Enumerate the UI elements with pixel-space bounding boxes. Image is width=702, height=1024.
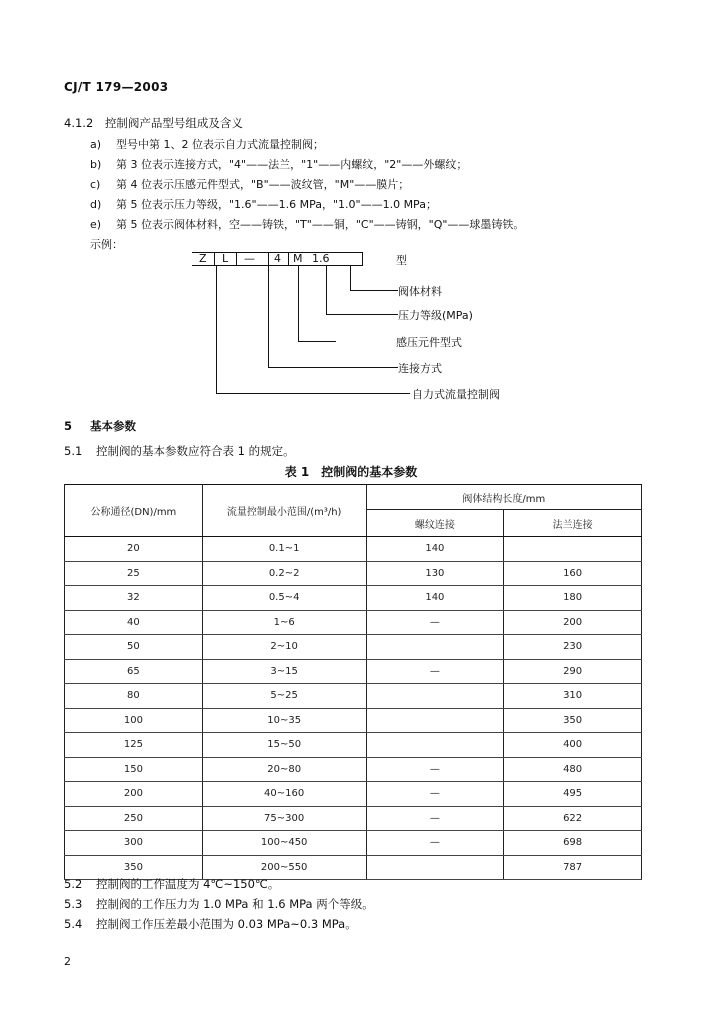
table-row: [65, 708, 642, 733]
cell-flow: 2~10: [202, 635, 366, 660]
cell-dn: 100: [65, 708, 203, 733]
cell-flange: 400: [504, 733, 642, 758]
standard-code: CJ/T 179—2003: [64, 80, 169, 94]
cell-dn: 200: [65, 782, 203, 807]
cell-thread: [366, 855, 504, 880]
cell-flange: [504, 537, 642, 562]
section-text: 控制阀的工作压力为 1.0 MPa 和 1.6 MPa 两个等级。: [95, 897, 374, 911]
cell-dn: 350: [65, 855, 203, 880]
table-row: [65, 635, 642, 660]
section-51-paragraph: [64, 443, 295, 459]
list-item-label: e): [90, 218, 102, 231]
list-item: [90, 156, 467, 172]
cell-thread: [366, 708, 504, 733]
cell-dn: 40: [65, 610, 203, 635]
cell-flange: 350: [504, 708, 642, 733]
table-row: [65, 757, 642, 782]
cell-dn: 25: [65, 561, 203, 586]
section-number: 5.2: [64, 877, 83, 891]
cell-flow: 0.1~1: [202, 537, 366, 562]
list-item-text: 第 5 位表示压力等级，"1.6"——1.6 MPa，"1.0"——1.0 MPa；: [116, 198, 437, 211]
section-51-text: 控制阀的基本参数应符合表 1 的规定。: [95, 444, 295, 458]
table-row: [65, 831, 642, 856]
model-label: 压力等级(MPa): [398, 309, 473, 322]
cell-thread: 140: [366, 537, 504, 562]
table-row: [65, 782, 642, 807]
section-5-heading: [64, 418, 136, 434]
section-text: 控制阀工作压差最小范围为 0.03 MPa~0.3 MPa。: [95, 917, 357, 931]
cell-flow: 75~300: [202, 806, 366, 831]
list-item-label: a): [90, 138, 102, 151]
table-row: [65, 610, 642, 635]
cell-flange: 698: [504, 831, 642, 856]
section-412-number: 4.1.2: [64, 116, 94, 130]
list-item-label: c): [90, 178, 101, 191]
cell-dn: 150: [65, 757, 203, 782]
section-52-paragraph: [64, 876, 279, 892]
cell-thread: 140: [366, 586, 504, 611]
cell-flange: 495: [504, 782, 642, 807]
section-54-paragraph: [64, 916, 357, 932]
cell-flange: 230: [504, 635, 642, 660]
section-text: 控制阀的工作温度为 4℃~150℃。: [95, 877, 280, 891]
list-item-text: 第 4 位表示压感元件型式，"B"——波纹管，"M"——膜片；: [116, 178, 410, 191]
model-cell: Z: [199, 252, 207, 265]
section-53-paragraph: [64, 896, 374, 912]
list-item: [90, 136, 324, 152]
list-item-text: 型号中第 1、2 位表示自力式流量控制阀；: [116, 138, 324, 151]
cell-dn: 20: [65, 537, 203, 562]
list-item-label: d): [90, 198, 102, 211]
cell-flow: 20~80: [202, 757, 366, 782]
table-row: [65, 659, 642, 684]
table-row: [65, 561, 642, 586]
list-item-label: b): [90, 158, 102, 171]
cell-thread: [366, 684, 504, 709]
cell-dn: 65: [65, 659, 203, 684]
section-5-title: 基本参数: [90, 419, 137, 433]
list-item: [90, 216, 524, 232]
cell-dn: 300: [65, 831, 203, 856]
cell-dn: 32: [65, 586, 203, 611]
cell-dn: 80: [65, 684, 203, 709]
table-title: 表 1 控制阀的基本参数: [284, 465, 418, 479]
cell-flow: 200~550: [202, 855, 366, 880]
table-row: [65, 806, 642, 831]
cell-flow: 15~50: [202, 733, 366, 758]
model-label: 连接方式: [398, 362, 442, 375]
model-label: 阀体材料: [398, 285, 442, 298]
cell-dn: 50: [65, 635, 203, 660]
cell-flow: 100~450: [202, 831, 366, 856]
model-suffix: 型: [396, 254, 407, 267]
cell-flange: 480: [504, 757, 642, 782]
model-cell: L: [222, 252, 229, 265]
list-item-text: 第 5 位表示阀体材料，空——铸铁，"T"——铜，"C"——铸钢，"Q"——球墨铸铁。: [116, 218, 525, 231]
header-thread: 螺纹连接: [366, 510, 504, 537]
header-dn: 公称通径(DN)/mm: [65, 485, 203, 537]
section-number: 5.3: [64, 897, 83, 911]
header-flow: 流量控制最小范围/(m³/h): [202, 485, 366, 537]
cell-flow: 5~25: [202, 684, 366, 709]
model-label: 自力式流量控制阀: [412, 388, 500, 401]
cell-flange: 622: [504, 806, 642, 831]
cell-dn: 250: [65, 806, 203, 831]
cell-flow: 0.5~4: [202, 586, 366, 611]
list-item: [90, 196, 437, 212]
cell-flow: 1~6: [202, 610, 366, 635]
cell-flange: 290: [504, 659, 642, 684]
cell-thread: —: [366, 831, 504, 856]
header-flange: 法兰连接: [504, 510, 642, 537]
cell-thread: —: [366, 610, 504, 635]
list-item-text: 第 3 位表示连接方式，"4"——法兰，"1"——内螺纹，"2"——外螺纹；: [116, 158, 468, 171]
cell-flow: 0.2~2: [202, 561, 366, 586]
model-cell: M: [293, 252, 303, 265]
table-row: [65, 586, 642, 611]
cell-thread: —: [366, 782, 504, 807]
cell-dn: 125: [65, 733, 203, 758]
cell-thread: —: [366, 757, 504, 782]
model-cell: —: [244, 252, 255, 265]
cell-thread: —: [366, 806, 504, 831]
parameters-table: [64, 484, 642, 880]
cell-thread: —: [366, 659, 504, 684]
section-412-heading: [64, 115, 243, 131]
table-row: [65, 733, 642, 758]
cell-flow: 3~15: [202, 659, 366, 684]
cell-flange: 160: [504, 561, 642, 586]
table-row: [65, 684, 642, 709]
cell-flange: 180: [504, 586, 642, 611]
cell-flange: 200: [504, 610, 642, 635]
cell-thread: [366, 635, 504, 660]
section-5-number: 5: [64, 419, 73, 433]
cell-flow: 10~35: [202, 708, 366, 733]
section-412-title: 控制阀产品型号组成及含义: [104, 116, 243, 130]
section-number: 5.4: [64, 917, 83, 931]
model-cell: 1.6: [312, 252, 330, 265]
header-length-group: 阀体结构长度/mm: [366, 485, 641, 510]
example-label: 示例：: [90, 238, 123, 251]
cell-flange: 310: [504, 684, 642, 709]
cell-flange: 787: [504, 855, 642, 880]
cell-flow: 40~160: [202, 782, 366, 807]
section-51-number: 5.1: [64, 444, 83, 458]
cell-thread: [366, 733, 504, 758]
table-row: [65, 537, 642, 562]
cell-thread: 130: [366, 561, 504, 586]
model-label: 感压元件型式: [396, 336, 462, 349]
page-number: 2: [64, 955, 71, 968]
model-cell: 4: [274, 252, 281, 265]
list-item: [90, 176, 409, 192]
